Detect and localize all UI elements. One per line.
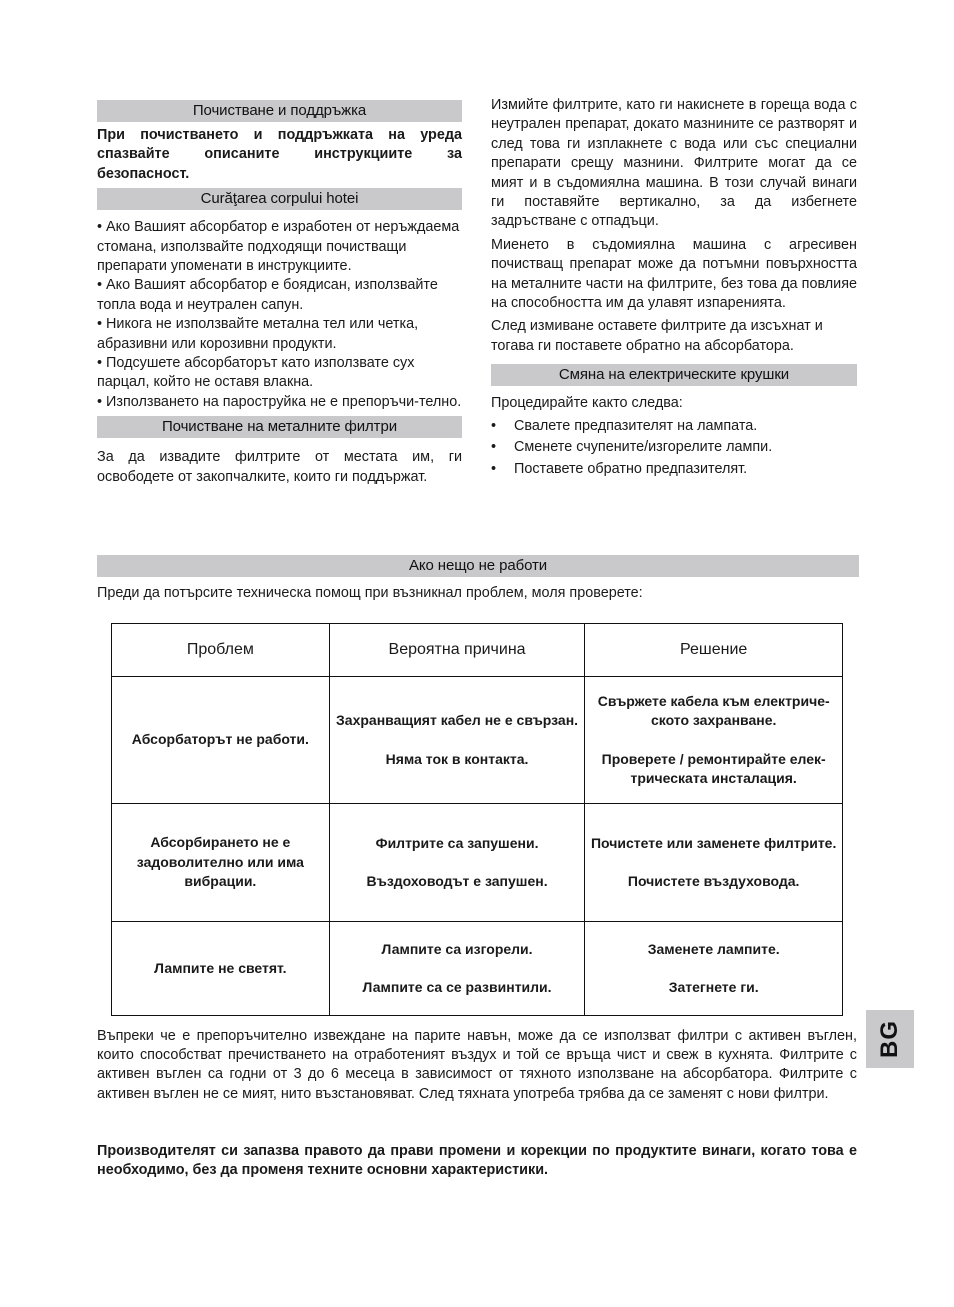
paragraph-stainless: • Ако Вашият абсорбатор е изработен от неръждаема стомана, използвайте подходящи почистващи препарати упоменати в инструкциите. [97, 219, 460, 275]
problem-cell: Лампите не светят. [112, 922, 330, 1016]
section-header-troubleshooting: Ако нещо не работи [97, 555, 859, 577]
solution-cell [585, 677, 843, 804]
table-row [112, 677, 843, 804]
problem-cell: Абсорбаторът не работи. [112, 677, 330, 804]
list-item: • Свалете предпазителят на лампата. [491, 416, 857, 438]
solution-text: Проверете / ремонтирайте елек-трическата инсталация. [601, 750, 826, 786]
language-code: BG [876, 1020, 903, 1058]
cause-cell [329, 922, 585, 1016]
troubleshooting-table [111, 623, 843, 1016]
solution-cell [585, 922, 843, 1016]
cause-text: Захранващият кабел не е свързан. [336, 712, 579, 728]
solution-text: Почистете или заменете филтрите. [590, 834, 837, 851]
paragraph-dry: • Подсушете абсорбаторът като използвате сух парцал, който не оставя влакна. [97, 355, 415, 391]
carbon-filters-paragraph: Въпреки че е препоръчително извеждане на парите навън, може да се използват филтри с активен въглен, които способстват пречистването на отработеният въздух и той се връща чист и свеж в кухнята. Филтрите с активен въглен са годни от 3 до 6 месеца в зависимост от тяхното използване на абсорбатора. Филтрите с активен въглен не се мият, нито възстановяват. След тяхната употреба трябва да се заменят с нови филтри. [97, 1028, 857, 1102]
section-header-bulbs: Смяна на електрическите крушки [491, 364, 857, 386]
cause-cell [329, 677, 585, 804]
column-header-problem: Проблем [112, 624, 330, 677]
solution-text: Свържете кабела към електриче-ското захранване. [597, 692, 830, 728]
solution-text: Почистете въздуховода. [627, 873, 800, 889]
paragraph-steam: • Използването на пароструйка не е препоръчи-телно. [97, 393, 462, 410]
section-header-hood-body: Curăţarea corpului hotei [97, 188, 462, 210]
solution-text: Затегнете ги. [668, 979, 759, 995]
cause-text: Няма ток в контакта. [385, 750, 529, 767]
cause-text: Лампите са изгорели. [381, 940, 533, 957]
language-tab [866, 1010, 914, 1068]
column-header-solution: Решение [585, 624, 843, 677]
right-column [491, 96, 857, 480]
table-row [112, 804, 843, 922]
list-item: • Сменете счупените/изгорелите лампи. [491, 437, 857, 459]
cause-cell [329, 804, 585, 922]
safety-intro: При почистването и поддръжката на уреда спазвайте описаните инструкциите за безопасност. [97, 127, 462, 182]
left-column [97, 100, 462, 487]
cause-text: Въздоховодът е запушен. [366, 873, 548, 889]
solution-cell [585, 804, 843, 922]
problem-cell: Абсорбирането не е задоволително или има вибрации. [112, 804, 330, 922]
list-item: • Поставете обратно предпазителят. [491, 459, 857, 481]
cause-text: Лампите са се развинтили. [362, 979, 552, 995]
paragraph-wash-filters: Измийте филтрите, като ги накиснете в гореща вода с неутрален препарат, докато мазнините се разтворят и след това ги изплакнете с вода или със специални препарати срещу мазнини. Филтрите могат да се мият и в съдомиялна машина. В този случай винаги ги поставяйте вертикално, за да избегнете задръстване с отпадъци. [491, 97, 857, 230]
cause-text: Филтрите са запушени. [375, 834, 539, 851]
column-header-cause: Вероятна причина [329, 624, 585, 677]
paragraph-painted: • Ако Вашият абсорбатор е боядисан, използвайте топла вода и неутрален сапун. [97, 277, 438, 313]
solution-text: Заменете лампите. [647, 940, 780, 957]
paragraph-remove-filters: За да извадите филтрите от местата им, ги освободете от закопчалките, които ги поддържат. [97, 449, 462, 485]
troubleshooting-intro: Преди да потърсите техническа помощ при възникнал проблем, моля проверете: [97, 585, 643, 601]
table-header-row [112, 624, 843, 677]
paragraph-after-wash: След измиване оставете филтрите да изсъхнат и тогава ги поставете обратно на абсорбатора. [491, 318, 823, 354]
paragraph-dishwasher: Миенето в съдомиялна машина с агресивен почистващ препарат може да потъмни повърхността на металните части на филтрите, без това да повлияе на способността им да улавят изпаренията. [491, 236, 857, 312]
manufacturer-notice: Производителят си запазва правото да прави промени и корекции по продуктите винаги, когато това е необходимо, без да променя техните основни характеристики. [97, 1143, 857, 1179]
paragraph-no-abrasive: • Никога не използвайте метална тел или четка, абразивни или корозивни продукти. [97, 316, 419, 352]
table-row [112, 922, 843, 1016]
section-header-cleaning: Почистване и поддръжка [97, 100, 462, 122]
section-header-metal-filters: Почистване на металните филтри [97, 416, 462, 438]
bulb-steps-list [491, 416, 857, 481]
paragraph-procedure: Процедирайте както следва: [491, 395, 683, 412]
